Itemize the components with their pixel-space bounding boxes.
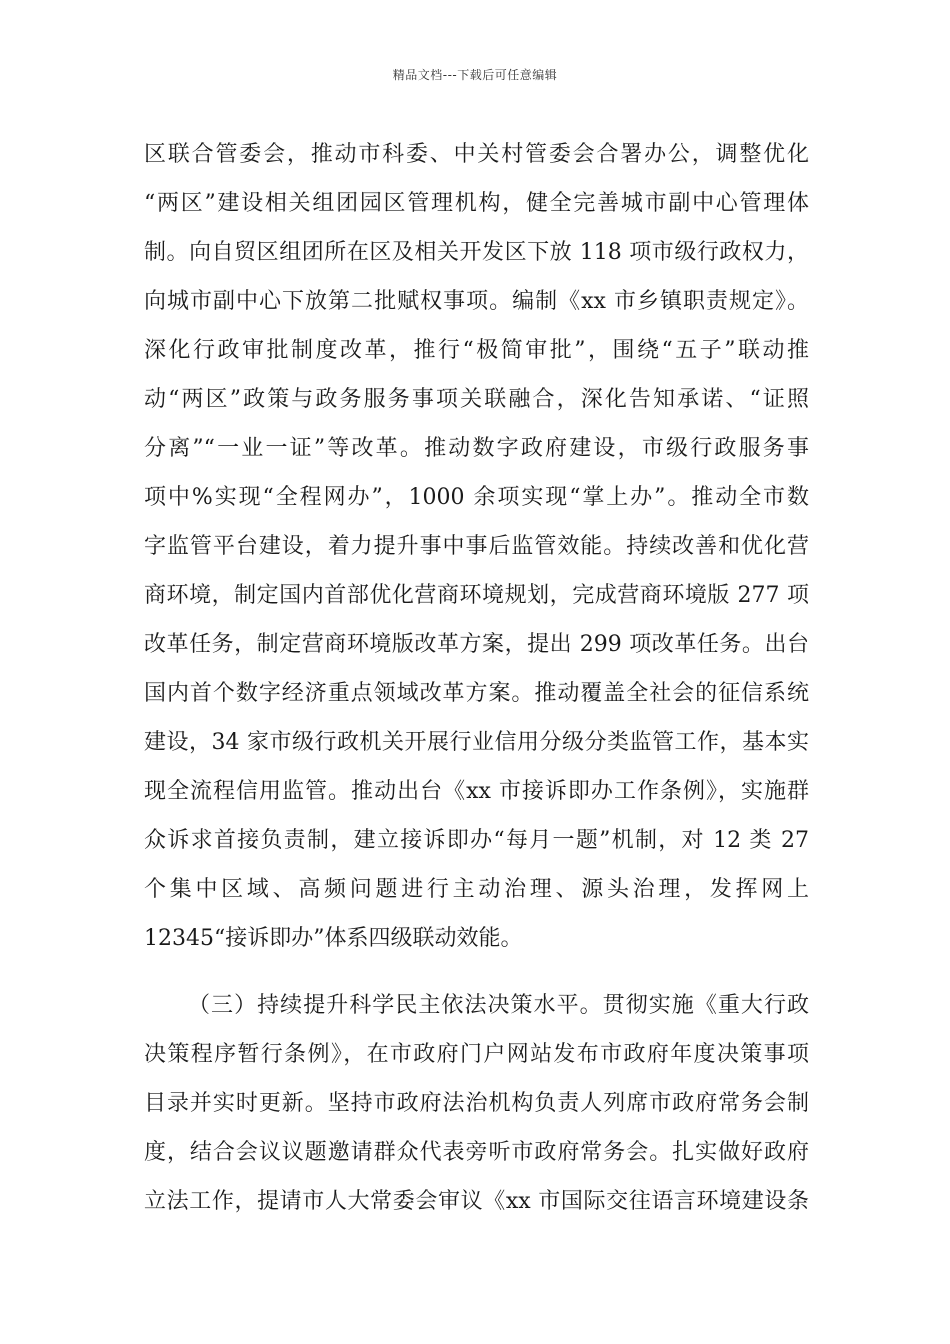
text-line: 动“两区”政策与政务服务事项关联融合，深化告知承诺、“证照	[144, 387, 809, 412]
text-line: 立法工作，提请市人大常委会审议《xx 市国际交往语言环境建设条	[144, 1189, 809, 1214]
text-line: 深化行政审批制度改革，推行“极简审批”，围绕“五子”联动推	[144, 338, 809, 363]
text-line: 改革任务，制定营商环境版改革方案，提出 299 项改革任务。出台	[144, 632, 809, 657]
text-line: 向城市副中心下放第二批赋权事项。编制《xx 市乡镇职责规定》。	[144, 289, 809, 314]
text-line: 12345“接诉即办”体系四级联动效能。	[144, 926, 523, 951]
paragraph	[144, 130, 809, 963]
text-line: 分离”“一业一证”等改革。推动数字政府建设，市级行政服务事	[144, 436, 809, 461]
text-line: 制。向自贸区组团所在区及相关开发区下放 118 项市级行政权力，	[144, 240, 809, 265]
text-line: “两区”建设相关组团园区管理机构，健全完善城市副中心管理体	[144, 191, 809, 216]
text-line: （三）持续提升科学民主依法决策水平。贯彻实施《重大行政	[188, 993, 809, 1018]
text-line: 项中%实现“全程网办”，1000 余项实现“掌上办”。推动全市数	[144, 485, 809, 510]
text-line: 国内首个数字经济重点领域改革方案。推动覆盖全社会的征信系统	[144, 681, 809, 706]
text-line: 字监管平台建设，着力提升事中事后监管效能。持续改善和优化营	[144, 534, 809, 559]
text-line: 建设，34 家市级行政机关开展行业信用分级分类监管工作，基本实	[144, 730, 809, 755]
text-line: 决策程序暂行条例》，在市政府门户网站发布市政府年度决策事项	[144, 1042, 809, 1067]
text-line: 度，结合会议议题邀请群众代表旁听市政府常务会。扎实做好政府	[144, 1140, 809, 1165]
paragraph	[144, 981, 809, 1226]
text-line: 商环境，制定国内首部优化营商环境规划，完成营商环境版 277 项	[144, 583, 809, 608]
text-line: 区联合管委会，推动市科委、中关村管委会合署办公，调整优化	[144, 142, 809, 167]
text-line: 众诉求首接负责制，建立接诉即办“每月一题”机制，对 12 类 27	[144, 828, 809, 853]
text-line: 现全流程信用监管。推动出台《xx 市接诉即办工作条例》，实施群	[144, 779, 809, 804]
page-header: 精品文档---下载后可任意编辑	[392, 68, 558, 82]
text-line: 个集中区域、高频问题进行主动治理、源头治理，发挥网上	[144, 877, 809, 902]
document-body	[144, 130, 809, 1226]
text-line: 目录并实时更新。坚持市政府法治机构负责人列席市政府常务会制	[144, 1091, 809, 1116]
